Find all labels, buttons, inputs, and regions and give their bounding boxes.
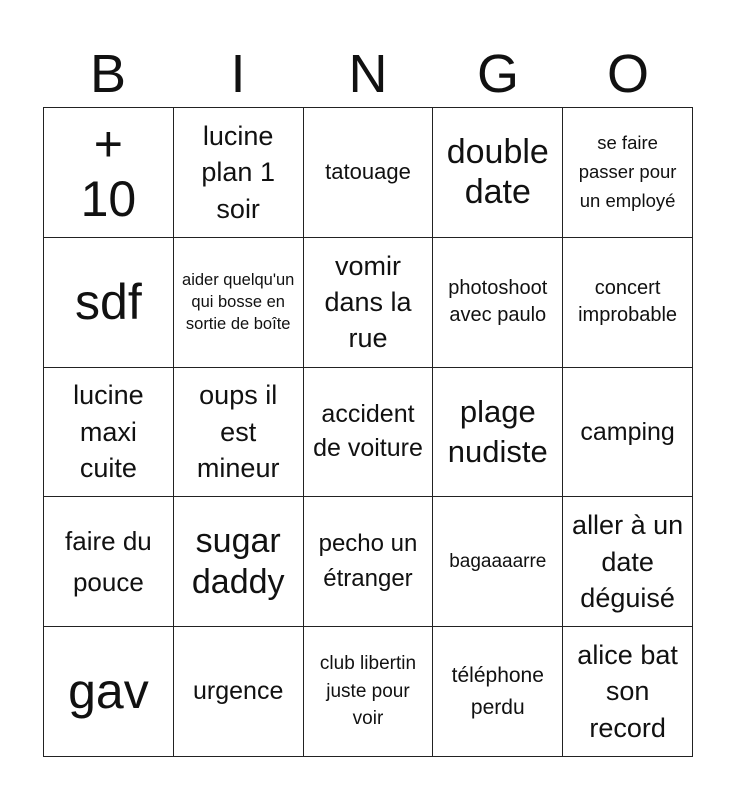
cell-text: concert improbable [578,276,678,327]
cell-text: double date [446,132,549,212]
cell-text: lucine plan 1 soir [201,120,275,224]
bingo-cell-2-3[interactable] [304,238,434,368]
cell-text: gav [68,663,149,720]
bingo-cell-5-1[interactable] [44,627,174,757]
header-letter-g: G [476,44,519,104]
bingo-cell-2-2[interactable] [174,238,304,368]
cell-text: pecho un étranger [318,529,418,592]
bingo-cell-3-4[interactable] [433,368,563,498]
bingo-cell-5-4[interactable] [433,627,563,757]
cell-text: aller à un date déguisé [572,510,684,613]
cell-text: club libertin juste pour voir [319,653,417,730]
bingo-cell-1-4[interactable] [433,108,563,238]
bingo-cell-2-5[interactable] [563,238,693,368]
bingo-cell-3-5[interactable] [563,368,693,498]
bingo-cell-3-3[interactable] [304,368,434,498]
bingo-cell-2-4[interactable] [433,238,563,368]
cell-text: photoshoot avec paulo [448,276,548,327]
bingo-cell-2-1[interactable] [44,238,174,368]
bingo-cell-5-5[interactable] [563,627,693,757]
cell-text: téléphone perdu [451,664,544,719]
bingo-cell-3-2[interactable] [174,368,304,498]
cell-text: urgence [193,677,284,706]
cell-text: tatouage [325,159,411,185]
bingo-cell-1-5[interactable] [563,108,693,238]
bingo-cell-5-2[interactable] [174,627,304,757]
bingo-cell-4-3[interactable] [304,497,434,627]
cell-text: oups il est mineur [196,380,280,484]
bingo-cell-4-4[interactable] [433,497,563,627]
cell-text: se faire passer pour un employé [578,132,677,211]
bingo-header [43,40,693,108]
cell-text: + 10 [80,116,137,228]
cell-text: plage nudiste [447,393,548,469]
bingo-cell-1-1[interactable] [44,108,174,238]
bingo-cell-4-5[interactable] [563,497,693,627]
header-letter-n: N [348,44,388,104]
bingo-cell-1-2[interactable] [174,108,304,238]
header-letter-o: O [606,44,649,104]
bingo-cell-4-1[interactable] [44,497,174,627]
cell-text: faire du pouce [65,526,152,597]
bingo-cell-4-2[interactable] [174,497,304,627]
cell-text: camping [580,417,675,446]
cell-text: sugar daddy [191,521,285,601]
cell-text: accident de voiture [313,400,423,462]
cell-text: sdf [75,273,142,330]
header-letter-i: I [230,44,246,104]
cell-text: vomir dans la rue [324,250,412,354]
cell-text: bagaaaarre [449,550,547,572]
cell-text: lucine maxi cuite [73,380,144,484]
bingo-board [43,107,693,757]
header-letter-b: B [89,44,127,104]
bingo-cell-3-1[interactable] [44,368,174,498]
bingo-cell-5-3[interactable] [304,627,434,757]
cell-text: alice bat son record [577,639,678,743]
bingo-cell-1-3[interactable] [304,108,434,238]
cell-text: aider quelqu'un qui bosse en sortie de boîte [182,270,295,334]
